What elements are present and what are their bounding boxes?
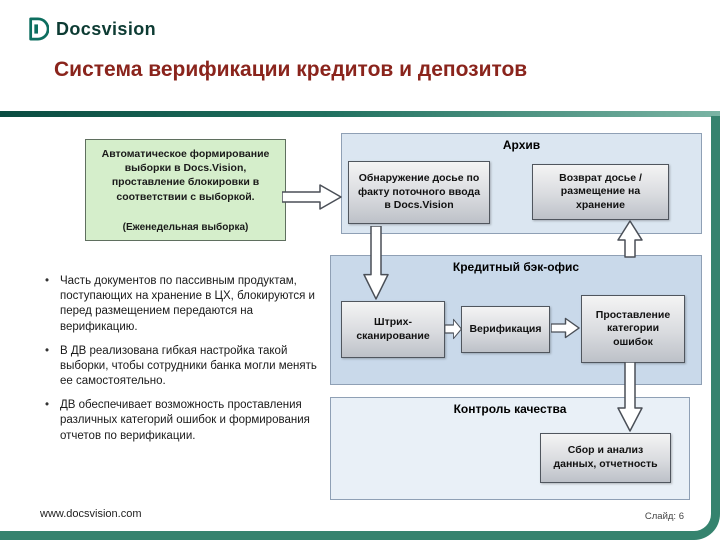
auto-selection-box	[85, 139, 286, 241]
arrow-up-icon	[617, 220, 643, 258]
auto-selection-text: Автоматическое формирование выборки в Docs.Vision, проставление блокировки в соответствии с выборкой.	[101, 148, 270, 203]
bullet-item	[40, 274, 318, 335]
archive-group	[341, 133, 702, 234]
archive-label: Архив	[502, 138, 541, 152]
arrow-down-icon	[617, 362, 643, 432]
docsvision-logo-icon	[27, 16, 49, 42]
bullet-text: ДВ обеспечивает возможность проставления различных категорий ошибок и формирования отчетов по верификации.	[60, 399, 310, 442]
footer-url: www.docsvision.com	[40, 508, 142, 520]
arrow-right-icon	[445, 317, 462, 341]
slide-number: Слайд: 6	[644, 511, 684, 522]
logo-text: Docsvision	[56, 18, 157, 39]
bullet-text: Часть документов по пассивным продуктам, поступающих на хранение в ЦХ, блокируются и перед размещением передаются на верификацию.	[60, 275, 315, 333]
page-title: Система верификации кредитов и депозитов	[54, 58, 528, 81]
box-verification: Верификация	[461, 306, 550, 353]
bullet-item	[40, 398, 318, 444]
bullet-text: В ДВ реализована гибкая настройка такой выборки, чтобы сотрудники банка могли менять ее самостоятельно.	[60, 344, 317, 388]
auto-selection-note: (Еженедельная выборка)	[122, 222, 249, 233]
quality-label: Контроль качества	[453, 402, 567, 416]
arrow-right-icon	[551, 316, 580, 340]
arrow-right-icon	[282, 182, 342, 212]
backoffice-label: Кредитный бэк-офис	[452, 260, 580, 274]
arrow-down-icon	[363, 226, 389, 300]
box-error-categories: Проставление категории ошибок	[581, 295, 685, 363]
bullet-list	[40, 274, 318, 453]
separator-line	[0, 111, 720, 117]
bullet-item	[40, 344, 318, 390]
box-detect-dossier: Обнаружение досье по факту поточного ввода в Docs.Vision	[348, 161, 490, 224]
box-barcode-scan: Штрих-сканирование	[341, 301, 445, 358]
box-return-dossier: Возврат досье / размещение на хранение	[532, 164, 669, 220]
logo	[27, 16, 156, 42]
box-data-analysis: Сбор и анализ данных, отчетность	[540, 433, 671, 483]
